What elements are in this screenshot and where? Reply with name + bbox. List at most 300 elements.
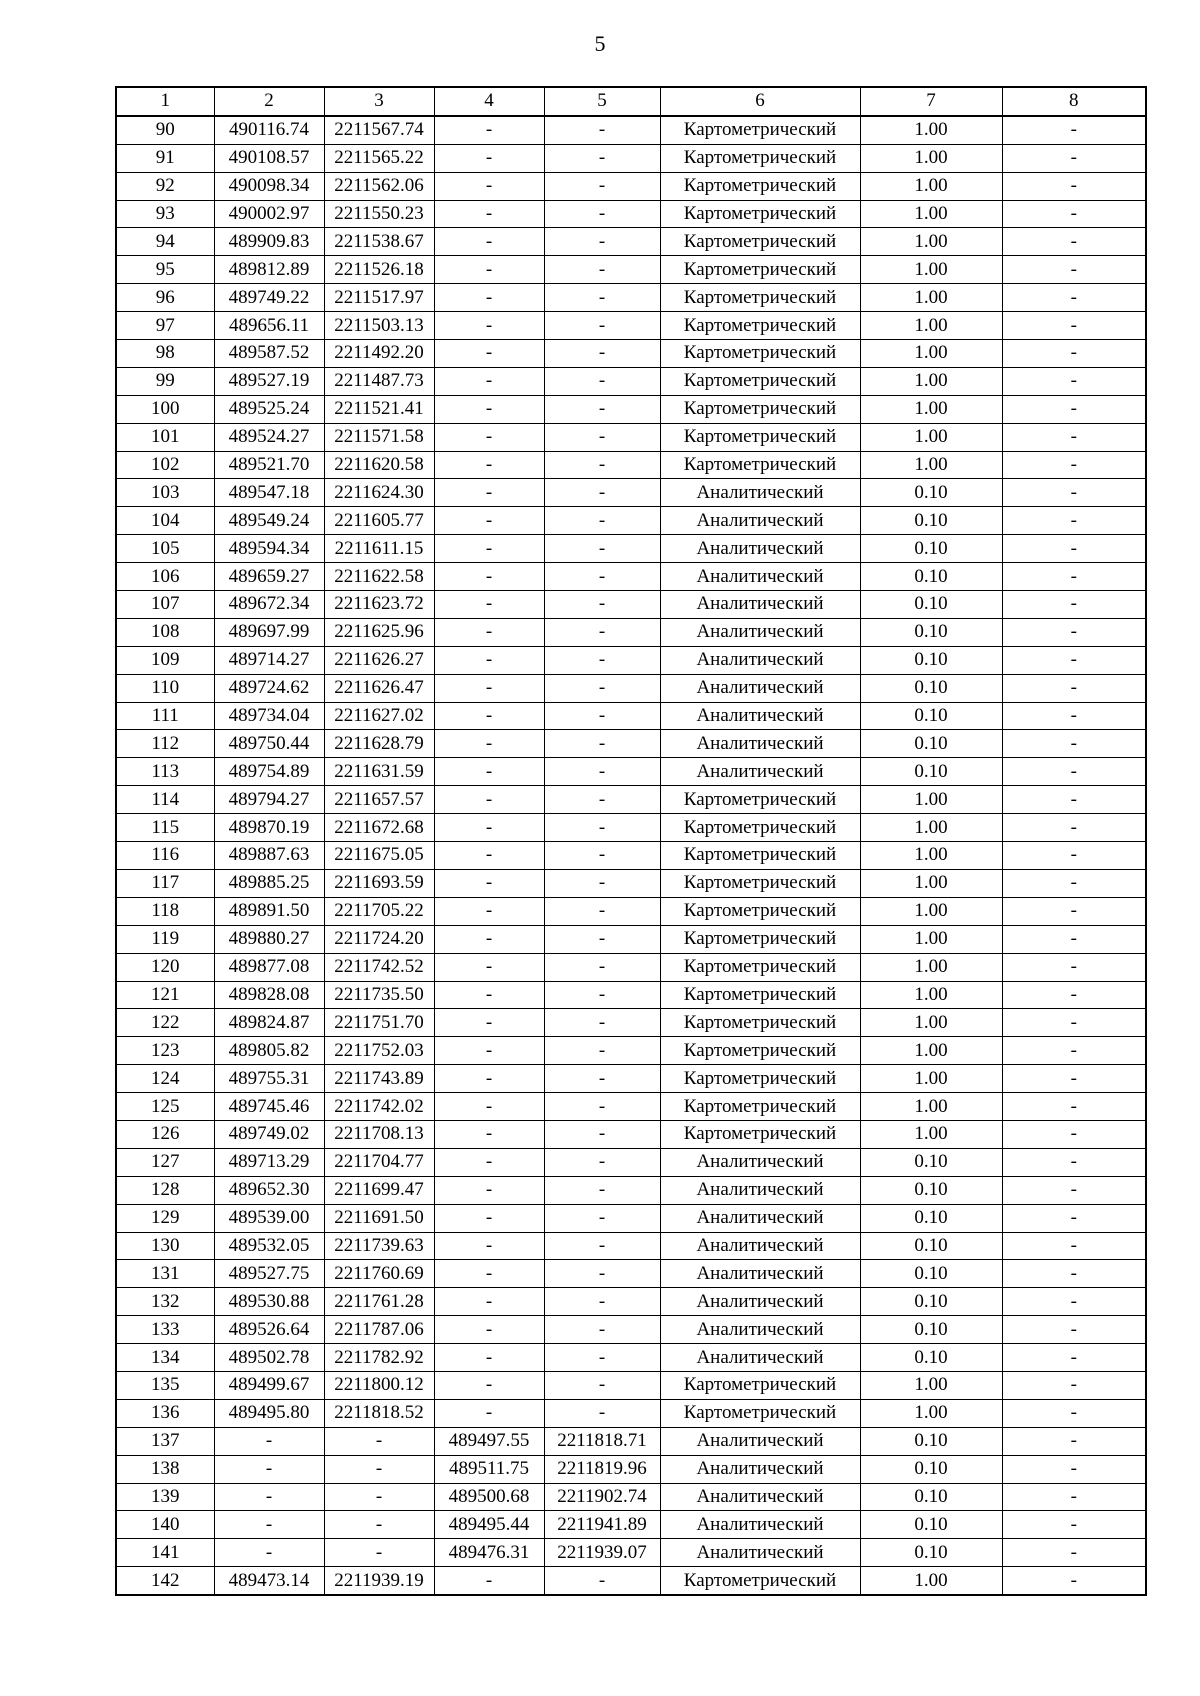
cell-description: - (1002, 367, 1146, 395)
table-row (116, 953, 1146, 981)
cell-accuracy: 1.00 (860, 1093, 1002, 1121)
cell-y-coordinate: 2211620.58 (324, 451, 434, 479)
cell-x-new-coordinate: - (434, 814, 544, 842)
cell-y-coordinate: 2211657.57 (324, 786, 434, 814)
cell-y-new-coordinate: - (544, 200, 660, 228)
cell-point-number: 95 (116, 256, 214, 284)
cell-y-coordinate: 2211724.20 (324, 925, 434, 953)
table-row (116, 981, 1146, 1009)
cell-y-coordinate: - (324, 1539, 434, 1567)
cell-x-new-coordinate: - (434, 367, 544, 395)
cell-y-coordinate: 2211526.18 (324, 256, 434, 284)
cell-accuracy: 1.00 (860, 1120, 1002, 1148)
cell-description: - (1002, 563, 1146, 591)
cell-x-coordinate: 489805.82 (214, 1037, 324, 1065)
cell-description: - (1002, 1371, 1146, 1399)
cell-x-coordinate: 489473.14 (214, 1567, 324, 1595)
cell-method: Картометрический (660, 423, 860, 451)
cell-y-new-coordinate: - (544, 1232, 660, 1260)
header-col-7: 7 (860, 87, 1002, 116)
cell-x-coordinate: 489527.75 (214, 1260, 324, 1288)
cell-method: Аналитический (660, 1511, 860, 1539)
cell-method: Аналитический (660, 1288, 860, 1316)
table-row (116, 1232, 1146, 1260)
cell-description: - (1002, 618, 1146, 646)
cell-point-number: 104 (116, 507, 214, 535)
cell-point-number: 96 (116, 284, 214, 312)
cell-x-coordinate: 489539.00 (214, 1204, 324, 1232)
cell-y-new-coordinate: - (544, 1204, 660, 1232)
cell-point-number: 114 (116, 786, 214, 814)
cell-y-coordinate: 2211691.50 (324, 1204, 434, 1232)
cell-x-new-coordinate: - (434, 1316, 544, 1344)
cell-y-coordinate: 2211503.13 (324, 312, 434, 340)
cell-accuracy: 1.00 (860, 1009, 1002, 1037)
cell-y-new-coordinate: - (544, 1009, 660, 1037)
cell-x-coordinate: 489870.19 (214, 814, 324, 842)
cell-x-coordinate: 489697.99 (214, 618, 324, 646)
cell-description: - (1002, 116, 1146, 144)
cell-accuracy: 0.10 (860, 1427, 1002, 1455)
cell-x-coordinate: 490116.74 (214, 116, 324, 144)
cell-accuracy: 0.10 (860, 1260, 1002, 1288)
cell-y-coordinate: 2211571.58 (324, 423, 434, 451)
cell-method: Аналитический (660, 563, 860, 591)
cell-y-coordinate: 2211760.69 (324, 1260, 434, 1288)
cell-description: - (1002, 1427, 1146, 1455)
table-row (116, 1120, 1146, 1148)
cell-x-new-coordinate: - (434, 535, 544, 563)
cell-y-new-coordinate: - (544, 395, 660, 423)
cell-x-new-coordinate: - (434, 953, 544, 981)
cell-x-coordinate: 489891.50 (214, 897, 324, 925)
table-row (116, 925, 1146, 953)
cell-method: Картометрический (660, 786, 860, 814)
cell-description: - (1002, 507, 1146, 535)
table-row (116, 312, 1146, 340)
cell-description: - (1002, 1483, 1146, 1511)
table-row (116, 340, 1146, 368)
cell-y-new-coordinate: - (544, 228, 660, 256)
header-col-6: 6 (660, 87, 860, 116)
cell-point-number: 127 (116, 1148, 214, 1176)
table-row (116, 563, 1146, 591)
cell-x-new-coordinate: - (434, 451, 544, 479)
cell-accuracy: 1.00 (860, 284, 1002, 312)
cell-x-new-coordinate: - (434, 144, 544, 172)
cell-y-coordinate: 2211739.63 (324, 1232, 434, 1260)
cell-x-new-coordinate: - (434, 730, 544, 758)
cell-y-coordinate: 2211538.67 (324, 228, 434, 256)
cell-x-new-coordinate: - (434, 1260, 544, 1288)
cell-accuracy: 0.10 (860, 758, 1002, 786)
cell-accuracy: 1.00 (860, 814, 1002, 842)
cell-method: Картометрический (660, 953, 860, 981)
cell-y-new-coordinate: - (544, 786, 660, 814)
cell-y-new-coordinate: - (544, 591, 660, 619)
cell-accuracy: 0.10 (860, 1539, 1002, 1567)
cell-x-coordinate: 489521.70 (214, 451, 324, 479)
cell-description: - (1002, 1511, 1146, 1539)
table-row (116, 646, 1146, 674)
cell-x-new-coordinate: - (434, 563, 544, 591)
cell-x-coordinate: 489750.44 (214, 730, 324, 758)
cell-y-new-coordinate: - (544, 1176, 660, 1204)
cell-y-coordinate: 2211743.89 (324, 1065, 434, 1093)
cell-method: Аналитический (660, 1483, 860, 1511)
cell-description: - (1002, 730, 1146, 758)
cell-x-coordinate: 489754.89 (214, 758, 324, 786)
cell-y-coordinate: 2211699.47 (324, 1176, 434, 1204)
cell-y-new-coordinate: - (544, 144, 660, 172)
cell-description: - (1002, 814, 1146, 842)
cell-description: - (1002, 479, 1146, 507)
cell-x-new-coordinate: - (434, 897, 544, 925)
cell-y-coordinate: 2211627.02 (324, 702, 434, 730)
cell-y-new-coordinate: - (544, 1093, 660, 1121)
cell-accuracy: 0.10 (860, 1344, 1002, 1372)
cell-method: Аналитический (660, 1148, 860, 1176)
cell-point-number: 107 (116, 591, 214, 619)
cell-point-number: 137 (116, 1427, 214, 1455)
cell-accuracy: 1.00 (860, 869, 1002, 897)
cell-accuracy: 1.00 (860, 786, 1002, 814)
cell-point-number: 138 (116, 1455, 214, 1483)
cell-point-number: 100 (116, 395, 214, 423)
cell-y-new-coordinate: - (544, 981, 660, 1009)
cell-method: Аналитический (660, 1232, 860, 1260)
cell-y-coordinate: 2211626.27 (324, 646, 434, 674)
cell-x-new-coordinate: - (434, 284, 544, 312)
cell-method: Картометрический (660, 981, 860, 1009)
cell-x-new-coordinate: - (434, 423, 544, 451)
cell-x-new-coordinate: - (434, 116, 544, 144)
cell-description: - (1002, 591, 1146, 619)
cell-description: - (1002, 172, 1146, 200)
cell-description: - (1002, 1009, 1146, 1037)
cell-x-new-coordinate: - (434, 1567, 544, 1595)
cell-y-coordinate: - (324, 1511, 434, 1539)
cell-x-coordinate: 489652.30 (214, 1176, 324, 1204)
cell-y-new-coordinate: - (544, 479, 660, 507)
cell-x-new-coordinate: - (434, 1371, 544, 1399)
table-row (116, 897, 1146, 925)
cell-description: - (1002, 1037, 1146, 1065)
cell-point-number: 123 (116, 1037, 214, 1065)
cell-x-coordinate: 489547.18 (214, 479, 324, 507)
cell-description: - (1002, 312, 1146, 340)
header-col-5: 5 (544, 87, 660, 116)
cell-y-new-coordinate: - (544, 674, 660, 702)
cell-description: - (1002, 535, 1146, 563)
cell-x-coordinate: 489524.27 (214, 423, 324, 451)
table-row (116, 758, 1146, 786)
table-row (116, 256, 1146, 284)
cell-description: - (1002, 1316, 1146, 1344)
table-row (116, 730, 1146, 758)
cell-accuracy: 0.10 (860, 479, 1002, 507)
table-row (116, 1065, 1146, 1093)
cell-y-new-coordinate: - (544, 646, 660, 674)
cell-method: Картометрический (660, 842, 860, 870)
cell-y-new-coordinate: - (544, 312, 660, 340)
cell-y-coordinate: 2211622.58 (324, 563, 434, 591)
cell-point-number: 97 (116, 312, 214, 340)
cell-x-new-coordinate: - (434, 1204, 544, 1232)
table-row (116, 786, 1146, 814)
cell-x-new-coordinate: - (434, 1093, 544, 1121)
cell-point-number: 142 (116, 1567, 214, 1595)
cell-point-number: 139 (116, 1483, 214, 1511)
cell-accuracy: 0.10 (860, 563, 1002, 591)
cell-accuracy: 0.10 (860, 1455, 1002, 1483)
cell-y-new-coordinate: - (544, 1316, 660, 1344)
cell-method: Картометрический (660, 367, 860, 395)
cell-accuracy: 0.10 (860, 1148, 1002, 1176)
cell-description: - (1002, 1093, 1146, 1121)
cell-point-number: 133 (116, 1316, 214, 1344)
cell-x-new-coordinate: - (434, 925, 544, 953)
cell-y-coordinate: 2211565.22 (324, 144, 434, 172)
cell-description: - (1002, 842, 1146, 870)
cell-method: Аналитический (660, 730, 860, 758)
cell-accuracy: 1.00 (860, 1371, 1002, 1399)
cell-y-coordinate: 2211628.79 (324, 730, 434, 758)
header-col-1: 1 (116, 87, 214, 116)
cell-x-new-coordinate: - (434, 646, 544, 674)
cell-point-number: 130 (116, 1232, 214, 1260)
cell-x-coordinate: 489594.34 (214, 535, 324, 563)
cell-x-new-coordinate: 489500.68 (434, 1483, 544, 1511)
cell-point-number: 90 (116, 116, 214, 144)
cell-point-number: 129 (116, 1204, 214, 1232)
cell-y-coordinate: - (324, 1483, 434, 1511)
cell-description: - (1002, 1260, 1146, 1288)
cell-x-coordinate: 489499.67 (214, 1371, 324, 1399)
table-row (116, 228, 1146, 256)
cell-y-new-coordinate: - (544, 340, 660, 368)
cell-y-coordinate: 2211735.50 (324, 981, 434, 1009)
cell-y-coordinate: 2211761.28 (324, 1288, 434, 1316)
cell-method: Аналитический (660, 758, 860, 786)
cell-x-coordinate: 489749.02 (214, 1120, 324, 1148)
cell-method: Картометрический (660, 451, 860, 479)
cell-description: - (1002, 451, 1146, 479)
cell-y-new-coordinate: - (544, 507, 660, 535)
cell-accuracy: 0.10 (860, 674, 1002, 702)
cell-method: Картометрический (660, 1065, 860, 1093)
cell-accuracy: 1.00 (860, 1399, 1002, 1427)
cell-accuracy: 0.10 (860, 591, 1002, 619)
table-row (116, 284, 1146, 312)
table-row (116, 1539, 1146, 1567)
cell-y-new-coordinate: - (544, 1567, 660, 1595)
cell-accuracy: 1.00 (860, 953, 1002, 981)
cell-method: Картометрический (660, 1399, 860, 1427)
cell-y-new-coordinate: 2211818.71 (544, 1427, 660, 1455)
cell-accuracy: 1.00 (860, 228, 1002, 256)
cell-accuracy: 0.10 (860, 507, 1002, 535)
cell-x-new-coordinate: - (434, 618, 544, 646)
cell-y-coordinate: 2211704.77 (324, 1148, 434, 1176)
cell-y-new-coordinate: - (544, 1344, 660, 1372)
table-row (116, 591, 1146, 619)
cell-y-coordinate: 2211521.41 (324, 395, 434, 423)
cell-accuracy: 1.00 (860, 981, 1002, 1009)
table-body (116, 116, 1146, 1595)
table-row (116, 1567, 1146, 1595)
table-row (116, 1009, 1146, 1037)
cell-method: Картометрический (660, 1567, 860, 1595)
cell-method: Картометрический (660, 395, 860, 423)
cell-y-new-coordinate: - (544, 1288, 660, 1316)
cell-x-new-coordinate: 489511.75 (434, 1455, 544, 1483)
cell-point-number: 135 (116, 1371, 214, 1399)
cell-y-coordinate: 2211751.70 (324, 1009, 434, 1037)
cell-point-number: 111 (116, 702, 214, 730)
cell-y-new-coordinate: - (544, 1371, 660, 1399)
cell-y-coordinate: - (324, 1455, 434, 1483)
cell-accuracy: 0.10 (860, 1316, 1002, 1344)
cell-point-number: 91 (116, 144, 214, 172)
cell-x-coordinate: 489549.24 (214, 507, 324, 535)
cell-point-number: 119 (116, 925, 214, 953)
cell-x-coordinate: 489659.27 (214, 563, 324, 591)
cell-y-new-coordinate: - (544, 1120, 660, 1148)
cell-accuracy: 0.10 (860, 646, 1002, 674)
cell-x-coordinate: 489887.63 (214, 842, 324, 870)
table-row (116, 395, 1146, 423)
cell-accuracy: 0.10 (860, 1232, 1002, 1260)
cell-point-number: 141 (116, 1539, 214, 1567)
cell-y-new-coordinate: - (544, 925, 660, 953)
cell-x-new-coordinate: - (434, 1344, 544, 1372)
cell-x-new-coordinate: - (434, 786, 544, 814)
cell-y-coordinate: 2211782.92 (324, 1344, 434, 1372)
cell-y-coordinate: 2211626.47 (324, 674, 434, 702)
cell-description: - (1002, 869, 1146, 897)
cell-method: Аналитический (660, 1539, 860, 1567)
cell-point-number: 101 (116, 423, 214, 451)
cell-y-coordinate: - (324, 1427, 434, 1455)
cell-point-number: 128 (116, 1176, 214, 1204)
cell-method: Картометрический (660, 1371, 860, 1399)
cell-y-new-coordinate: - (544, 842, 660, 870)
cell-method: Картометрический (660, 869, 860, 897)
cell-description: - (1002, 1204, 1146, 1232)
cell-x-coordinate: 489909.83 (214, 228, 324, 256)
table-row (116, 1148, 1146, 1176)
cell-description: - (1002, 1065, 1146, 1093)
cell-y-new-coordinate: - (544, 451, 660, 479)
cell-point-number: 134 (116, 1344, 214, 1372)
cell-description: - (1002, 1120, 1146, 1148)
header-col-2: 2 (214, 87, 324, 116)
cell-y-coordinate: 2211562.06 (324, 172, 434, 200)
table-row (116, 479, 1146, 507)
cell-description: - (1002, 144, 1146, 172)
cell-x-new-coordinate: - (434, 1176, 544, 1204)
cell-description: - (1002, 1288, 1146, 1316)
cell-x-new-coordinate: - (434, 256, 544, 284)
cell-accuracy: 1.00 (860, 395, 1002, 423)
cell-method: Аналитический (660, 535, 860, 563)
cell-method: Картометрический (660, 1120, 860, 1148)
cell-accuracy: 1.00 (860, 172, 1002, 200)
cell-point-number: 108 (116, 618, 214, 646)
table-row (116, 1093, 1146, 1121)
table-row (116, 367, 1146, 395)
cell-description: - (1002, 340, 1146, 368)
cell-accuracy: 1.00 (860, 1037, 1002, 1065)
table-row (116, 1037, 1146, 1065)
header-col-8: 8 (1002, 87, 1146, 116)
cell-x-new-coordinate: - (434, 312, 544, 340)
cell-x-coordinate: 489724.62 (214, 674, 324, 702)
header-col-3: 3 (324, 87, 434, 116)
header-col-4: 4 (434, 87, 544, 116)
cell-y-new-coordinate: 2211941.89 (544, 1511, 660, 1539)
cell-method: Аналитический (660, 1316, 860, 1344)
cell-method: Картометрический (660, 925, 860, 953)
cell-point-number: 125 (116, 1093, 214, 1121)
cell-y-new-coordinate: - (544, 367, 660, 395)
cell-y-new-coordinate: - (544, 1260, 660, 1288)
cell-y-new-coordinate: - (544, 1399, 660, 1427)
cell-x-coordinate: - (214, 1511, 324, 1539)
cell-method: Картометрический (660, 1009, 860, 1037)
cell-accuracy: 1.00 (860, 1567, 1002, 1595)
cell-y-coordinate: 2211625.96 (324, 618, 434, 646)
cell-y-coordinate: 2211742.52 (324, 953, 434, 981)
cell-x-coordinate: 490108.57 (214, 144, 324, 172)
cell-description: - (1002, 897, 1146, 925)
cell-x-coordinate: 489587.52 (214, 340, 324, 368)
cell-x-coordinate: 490002.97 (214, 200, 324, 228)
cell-point-number: 140 (116, 1511, 214, 1539)
cell-point-number: 118 (116, 897, 214, 925)
cell-description: - (1002, 646, 1146, 674)
cell-x-new-coordinate: - (434, 172, 544, 200)
cell-y-coordinate: 2211939.19 (324, 1567, 434, 1595)
cell-description: - (1002, 953, 1146, 981)
cell-method: Картометрический (660, 1093, 860, 1121)
cell-y-coordinate: 2211742.02 (324, 1093, 434, 1121)
cell-x-new-coordinate: - (434, 395, 544, 423)
cell-y-new-coordinate: - (544, 758, 660, 786)
coordinates-table (115, 86, 1147, 1596)
cell-accuracy: 0.10 (860, 1176, 1002, 1204)
cell-description: - (1002, 423, 1146, 451)
cell-description: - (1002, 395, 1146, 423)
cell-y-new-coordinate: - (544, 702, 660, 730)
cell-x-new-coordinate: - (434, 1037, 544, 1065)
cell-x-new-coordinate: - (434, 228, 544, 256)
cell-accuracy: 1.00 (860, 312, 1002, 340)
table-row (116, 1483, 1146, 1511)
cell-accuracy: 0.10 (860, 1204, 1002, 1232)
cell-accuracy: 1.00 (860, 897, 1002, 925)
cell-accuracy: 0.10 (860, 618, 1002, 646)
cell-method: Аналитический (660, 618, 860, 646)
table-row (116, 1316, 1146, 1344)
table-row (116, 1399, 1146, 1427)
cell-x-coordinate: 489672.34 (214, 591, 324, 619)
cell-x-coordinate: 489734.04 (214, 702, 324, 730)
cell-x-new-coordinate: - (434, 507, 544, 535)
cell-accuracy: 1.00 (860, 200, 1002, 228)
cell-y-coordinate: 2211624.30 (324, 479, 434, 507)
